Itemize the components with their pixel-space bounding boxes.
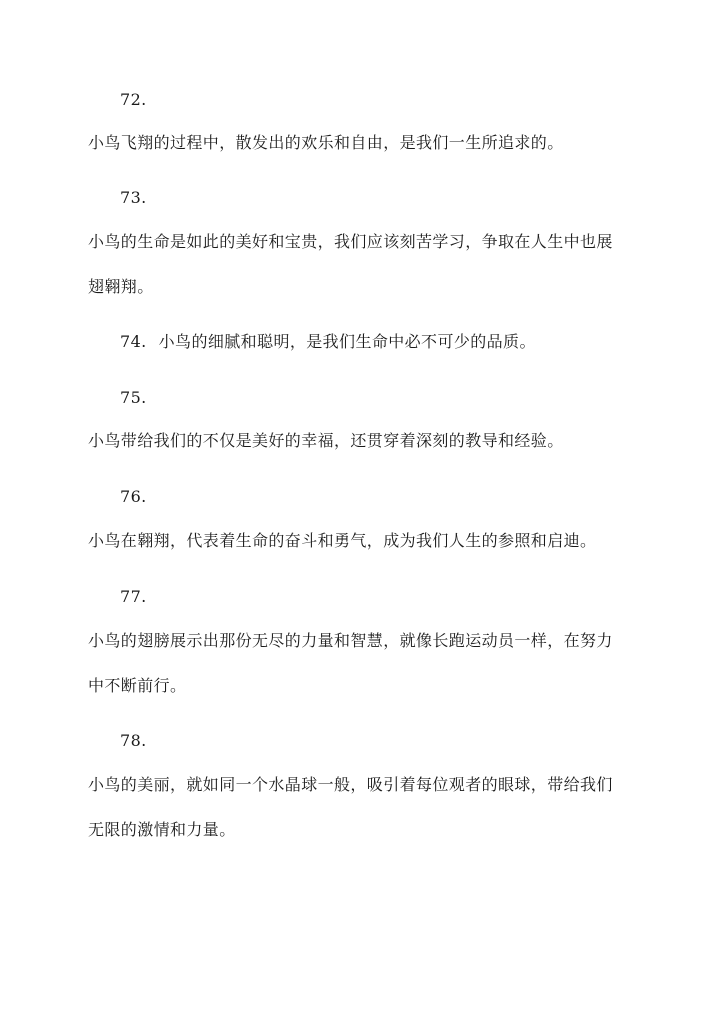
entry-text-line: 小鸟的美丽，就如同一个水晶球一般，吸引着每位观者的眼球，带给我们 [88,775,613,794]
entry-number: 75. [120,388,147,407]
entry-text-line: 小鸟飞翔的过程中，散发出的欢乐和自由，是我们一生所追求的。 [88,133,564,152]
entry-number: 74. [120,332,147,351]
entry-number: 77. [120,587,147,606]
entry-number: 76. [120,487,147,506]
entry-text-line: 中不断前行。 [88,676,187,695]
entry-text-line: 小鸟的生命是如此的美好和宝贵，我们应该刻苦学习，争取在人生中也展 [88,232,613,251]
entry-inline [120,332,536,352]
entry-text-line: 小鸟在翱翔，代表着生命的奋斗和勇气，成为我们人生的参照和启迪。 [88,531,597,550]
entry-text: 小鸟的细腻和聪明，是我们生命中必不可少的品质。 [158,332,536,351]
entry-text-line: 小鸟的翅膀展示出那份无尽的力量和智慧，就像长跑运动员一样，在努力 [88,631,613,650]
entry-number: 73. [120,188,147,207]
entry-text-line: 无限的激情和力量。 [88,820,236,839]
entry-number: 78. [120,731,147,750]
entry-text-line: 小鸟带给我们的不仅是美好的幸福，还贯穿着深刻的教导和经验。 [88,431,564,450]
entry-number: 72. [120,90,147,109]
entry-text-line: 翅翱翔。 [88,277,154,296]
